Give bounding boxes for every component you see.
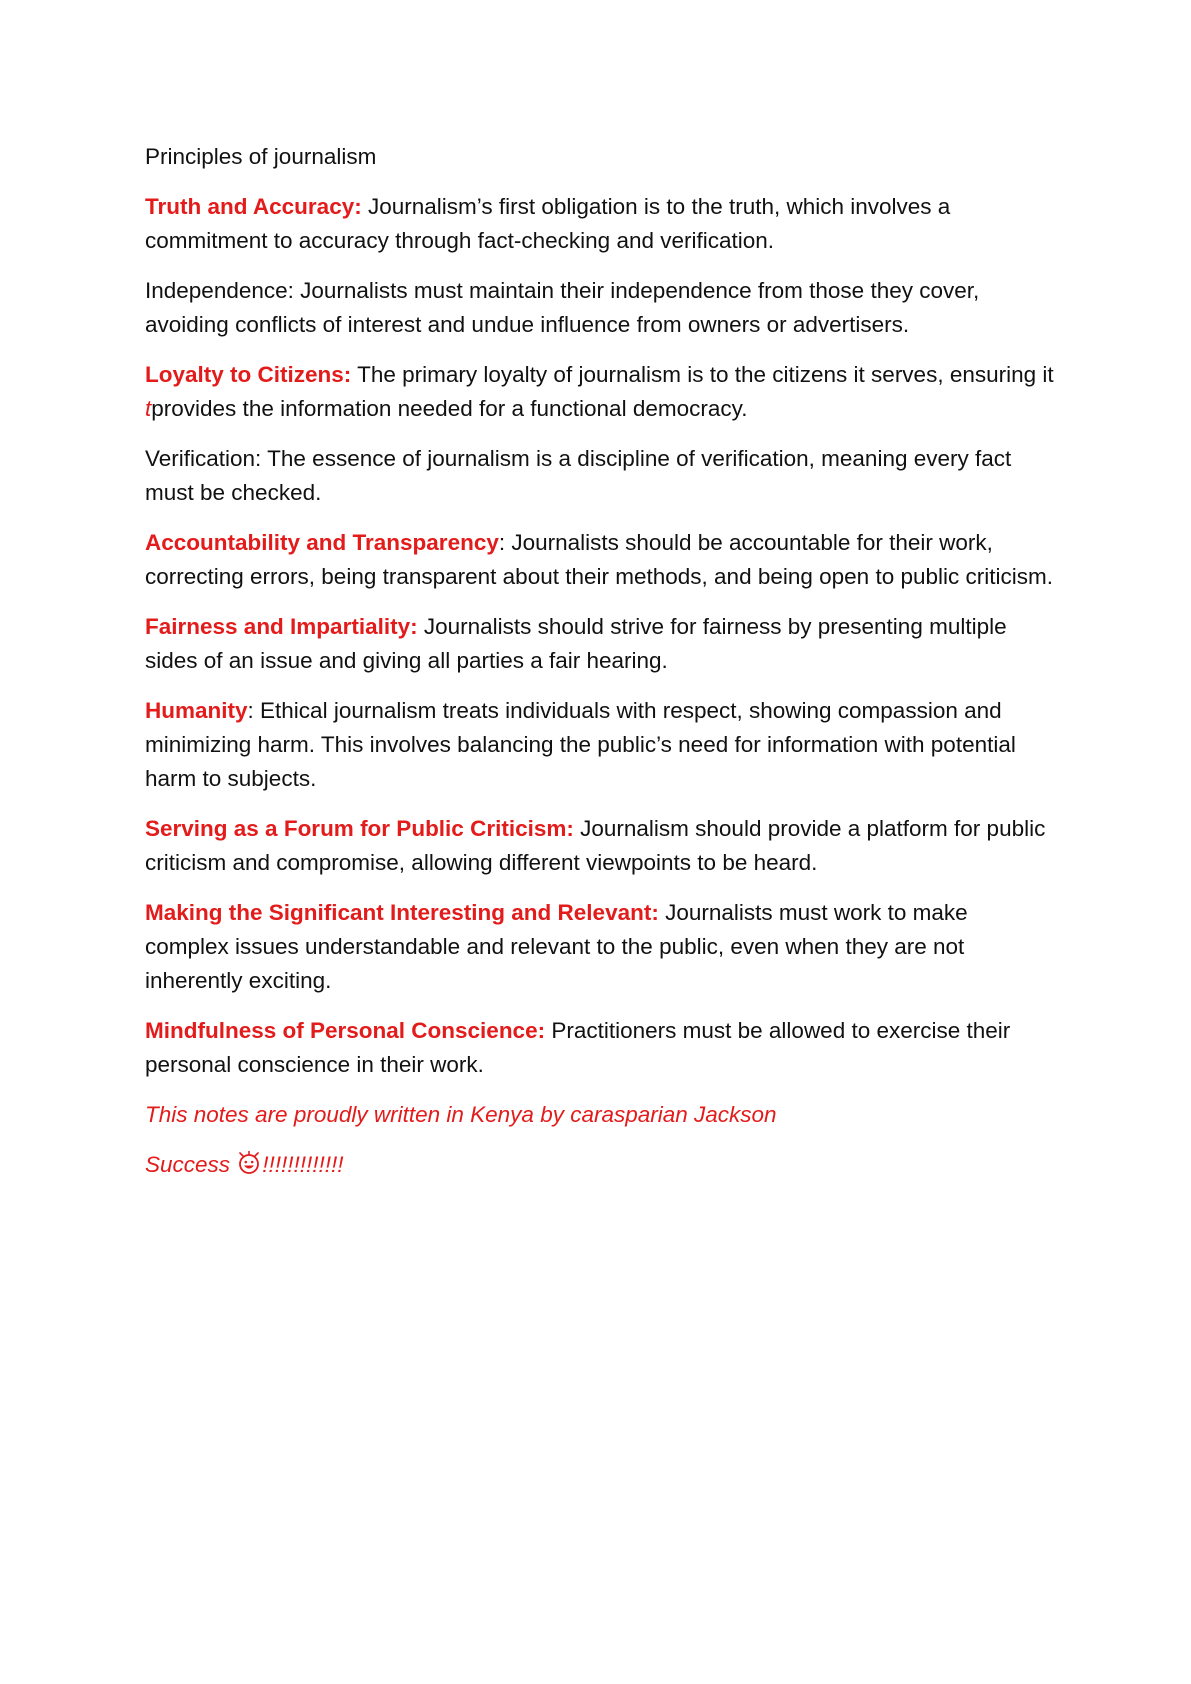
document-page — [145, 140, 1055, 1182]
principle-separator: : — [498, 530, 506, 555]
principle-term: Mindfulness of Personal Conscience: — [145, 1018, 546, 1043]
principle-fairness — [145, 610, 1055, 678]
principle-forum — [145, 812, 1055, 880]
principle-term: Accountability and Transparency — [145, 530, 499, 555]
principle-text-continued: provides the information needed for a functional democracy. — [151, 396, 748, 421]
author-note: This notes are proudly written in Kenya by carasparian Jackson — [145, 1102, 777, 1127]
principle-text: Practitioners must be allowed to exercise their personal conscience in their work. — [145, 1018, 1011, 1077]
principle-text: Journalists should strive for fairness by presenting multiple sides of an issue and giving all parties a fair hearing. — [145, 614, 1007, 673]
principle-truth-accuracy — [145, 190, 1055, 258]
principle-text: Verification: The essence of journalism is a discipline of verification, meaning every fact must be checked. — [145, 446, 1012, 505]
principle-humanity — [145, 694, 1055, 796]
success-line — [145, 1148, 1055, 1182]
principle-text: Journalism’s first obligation is to the truth, which involves a commitment to accuracy through fact-checking and verification. — [145, 194, 951, 253]
principle-verification — [145, 442, 1055, 510]
principle-text: Independence: Journalists must maintain their independence from those they cover, avoiding conflicts of interest and undue influence from owners or advertisers. — [145, 278, 980, 337]
principle-text: Journalists must work to make complex issues understandable and relevant to the public, even when they are not inherently exciting. — [145, 900, 968, 993]
principle-separator: : — [247, 698, 254, 723]
principle-conscience — [145, 1014, 1055, 1082]
principle-term: Humanity — [145, 698, 248, 723]
principle-term: Truth and Accuracy: — [145, 194, 362, 219]
principle-accountability — [145, 526, 1055, 594]
principle-loyalty — [145, 358, 1055, 426]
principle-term: Making the Significant Interesting and Relevant: — [145, 900, 659, 925]
principle-text: The primary loyalty of journalism is to the citizens it serves, ensuring it — [351, 362, 1054, 387]
principle-significant — [145, 896, 1055, 998]
success-suffix: !!!!!!!!!!!!! — [262, 1152, 344, 1177]
principle-term: Serving as a Forum for Public Criticism: — [145, 816, 574, 841]
document-title: Principles of journalism — [145, 144, 377, 169]
smiling-face-icon — [237, 1151, 261, 1175]
principle-text: Journalism should provide a platform for public criticism and compromise, allowing different viewpoints to be heard. — [145, 816, 1046, 875]
principle-term: Fairness and Impartiality: — [145, 614, 418, 639]
success-label: Success — [145, 1152, 237, 1177]
principle-text: Ethical journalism treats individuals with respect, showing compassion and minimizing harm. This involves balancing the public’s need for information with potential harm to subjects. — [145, 698, 1016, 791]
principle-text: Journalists should be accountable for their work, correcting errors, being transparent about their methods, and being open to public criticism. — [145, 530, 1053, 589]
typo-letter: t — [145, 396, 152, 421]
principle-term: Loyalty to Citizens: — [145, 362, 352, 387]
principle-independence — [145, 274, 1055, 342]
